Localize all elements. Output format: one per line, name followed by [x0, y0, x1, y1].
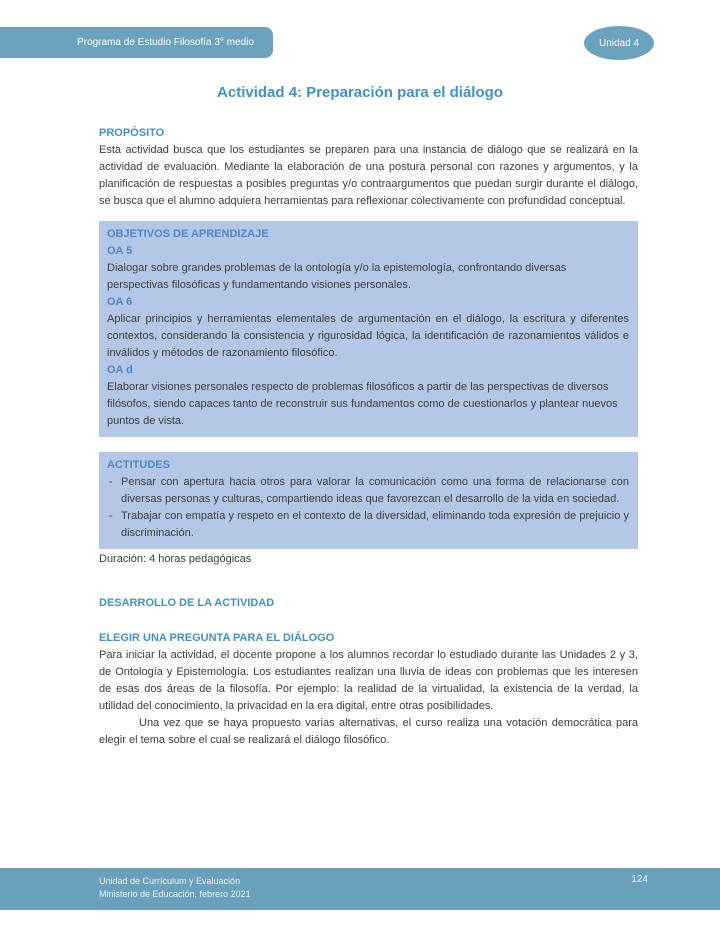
- oa-text: Aplicar principios y herramientas elementales de argumentación en el diálogo, la escritura y diferentes contextos, considerando la consistencia y rigurosidad lógica, la identificación de razonamientos válidos e inválidos y métodos de razonamiento filosófico.: [107, 313, 629, 359]
- actitudes-item: [107, 474, 629, 508]
- desarrollo-heading: DESARROLLO DE LA ACTIVIDAD: [99, 597, 275, 609]
- footer-org-line2: Ministerio de Educación, febrero 2021: [99, 889, 251, 899]
- footer-org-line1: Unidad de Currículum y Evaluación: [99, 876, 241, 886]
- unit-badge: [584, 26, 654, 60]
- proposito-body: Esta actividad busca que los estudiantes se preparen para una instancia de diálogo que se realizará en la actividad de evaluación. Mediante la elaboración de una postura personal con razones y argumentos, y la planificación de respuestas a posibles preguntas y/o contraargumentos que puedan surgir durante el diálogo, se busca que el alumno adquiera herramientas para reflexionar colectivamente con profundidad conceptual.: [99, 144, 638, 207]
- actitudes-item: [107, 508, 629, 542]
- elegir-pregunta-heading: ELEGIR UNA PREGUNTA PARA EL DIÁLOGO: [99, 632, 335, 644]
- oa-item: [107, 294, 629, 362]
- page-title: Actividad 4: Preparación para el diálogo: [217, 84, 503, 101]
- program-badge-label: Programa de Estudio Filosofía 3° medio: [77, 37, 254, 48]
- proposito-heading: PROPÓSITO: [99, 127, 165, 139]
- footer-organization: [99, 875, 251, 901]
- oa-code: OA 5: [107, 245, 133, 257]
- duracion-text: Duración: 4 horas pedagógicas: [99, 553, 252, 565]
- program-badge: [0, 27, 273, 58]
- objetivos-box: [99, 221, 638, 437]
- objetivos-heading: OBJETIVOS DE APRENDIZAJE: [107, 228, 269, 240]
- footer-bar: [0, 868, 720, 910]
- actitudes-box: [99, 452, 638, 549]
- desarrollo-paragraph-1: Para iniciar la actividad, el docente propone a los alumnos recordar lo estudiado durante las Unidades 2 y 3, de Ontología y Epistemología. Los estudiantes realizan una lluvia de ideas con problemas que les interesen de esas dos áreas de la filosofía. Por ejemplo: la realidad de la virtualidad, la existencia de la verdad, la utilidad del conocimiento, la privacidad en la era digital, entre otras posibilidades.: [99, 649, 638, 712]
- desarrollo-paragraph-2: Una vez que se haya propuesto varias alternativas, el curso realiza una votación democrática para elegir el tema sobre el cual se realizará el diálogo filosófico.: [99, 717, 638, 746]
- oa-item: [107, 362, 629, 430]
- bullet-dash: -: [109, 476, 113, 488]
- actitudes-heading: ACTITUDES: [107, 459, 170, 471]
- actitudes-item-text: Pensar con apertura hacia otros para valorar la comunicación como una forma de relacionarse con diversas personas y culturas, compartiendo ideas que favorezcan el desarrollo de la vida en sociedad.: [121, 476, 629, 505]
- oa-text: Elaborar visiones personales respecto de problemas filosóficos a partir de las perspectivas de diversos filósofos, siendo capaces tanto de reconstruir sus fundamentos como de cuestionarlos y plantear nuevos puntos de vista.: [107, 381, 618, 427]
- oa-item: [107, 243, 629, 294]
- page-number: 124: [631, 874, 648, 885]
- bullet-dash: -: [109, 510, 113, 522]
- unit-badge-label: Unidad 4: [598, 37, 640, 49]
- actitudes-item-text: Trabajar con empatía y respeto en el contexto de la diversidad, eliminando toda expresión de prejuicio y discriminación.: [121, 510, 629, 539]
- oa-code: OA 6: [107, 296, 133, 308]
- oa-code: OA d: [107, 364, 133, 376]
- main-content: [99, 125, 638, 749]
- oa-text: Dialogar sobre grandes problemas de la ontología y/o la epistemología, confrontando diversas perspectivas filosóficas y fundamentando visiones personales.: [107, 262, 567, 291]
